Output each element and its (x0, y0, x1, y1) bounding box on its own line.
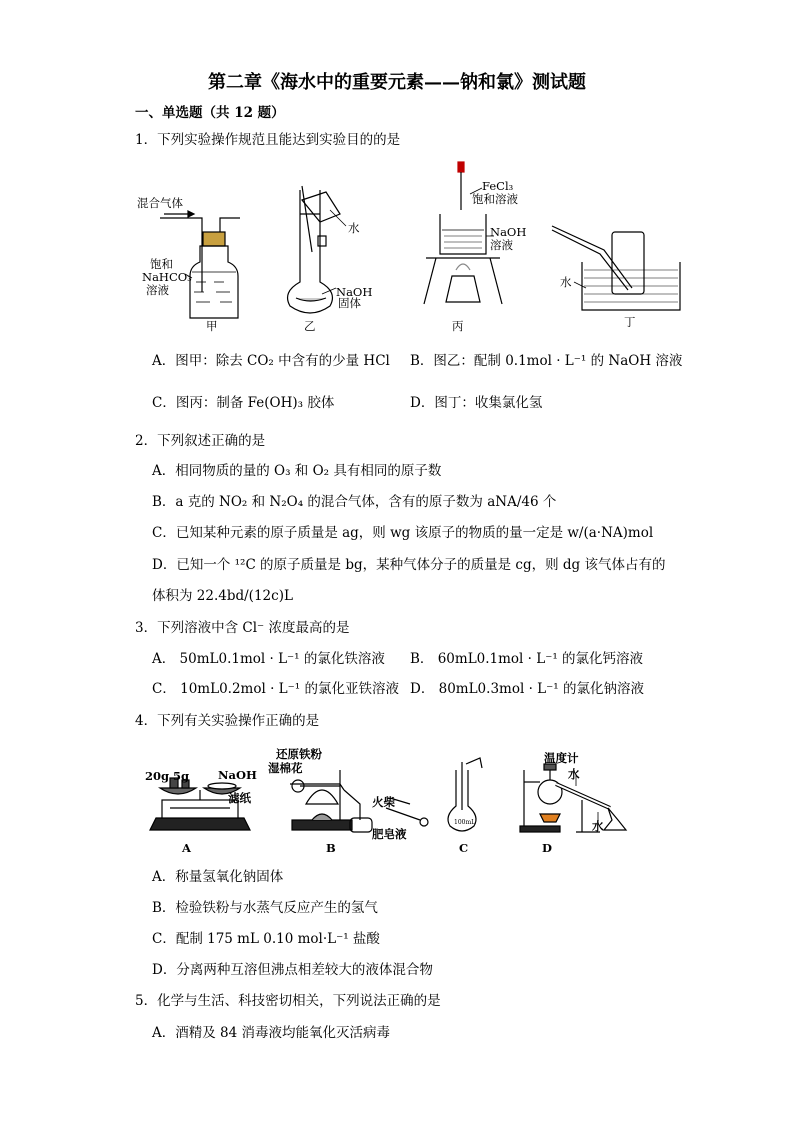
q2-option-a[interactable]: A．相同物质的量的 O₃ 和 O₂ 具有相同的原子数 (152, 463, 442, 479)
svg-text:A: A (182, 841, 191, 855)
svg-text:水: 水 (560, 275, 572, 289)
q3-option-b[interactable]: B． 60mL0.1mol · L⁻¹ 的氯化钙溶液 (410, 651, 644, 667)
svg-text:NaOH: NaOH (490, 225, 527, 239)
svg-text:C: C (459, 841, 469, 855)
svg-text:肥皂液: 肥皂液 (372, 827, 407, 841)
q5-option-a[interactable]: A．酒精及 84 消毒液均能氧化灭活病毒 (152, 1025, 391, 1041)
svg-text:B: B (326, 841, 336, 855)
svg-text:NaOH: NaOH (336, 285, 373, 299)
q4-option-b[interactable]: B．检验铁粉与水蒸气反应产生的氢气 (152, 900, 378, 916)
q1-option-c[interactable]: C．图丙：制备 Fe(OH)₃ 胶体 (152, 395, 335, 411)
q4-option-d[interactable]: D．分离两种互溶但沸点相差较大的液体混合物 (152, 962, 433, 978)
q2-stem: 2．下列叙述正确的是 (135, 433, 266, 449)
svg-text:溶液: 溶液 (490, 238, 513, 252)
svg-text:水: 水 (348, 221, 360, 235)
svg-text:还原铁粉: 还原铁粉 (276, 747, 322, 761)
q4-stem: 4．下列有关实验操作正确的是 (135, 713, 320, 729)
svg-text:丁: 丁 (624, 315, 636, 329)
svg-text:温度计: 温度计 (544, 751, 579, 765)
q3-stem: 3．下列溶液中含 Cl⁻ 浓度最高的是 (135, 620, 350, 636)
q3-option-c[interactable]: C． 10mL0.2mol · L⁻¹ 的氯化亚铁溶液 (152, 681, 399, 697)
svg-text:水: 水 (592, 819, 604, 833)
q4-option-c[interactable]: C．配制 175 mL 0.10 mol·L⁻¹ 盐酸 (152, 931, 380, 947)
svg-text:100mL: 100mL (454, 819, 476, 826)
q3-option-a[interactable]: A． 50mL0.1mol · L⁻¹ 的氯化铁溶液 (152, 651, 385, 667)
svg-text:固体: 固体 (338, 296, 361, 310)
q5-stem: 5．化学与生活、科技密切相关，下列说法正确的是 (135, 993, 441, 1009)
svg-text:滤纸: 滤纸 (228, 791, 251, 805)
page-title: 第二章《海水中的重要元素——钠和氯》测试题 (208, 72, 586, 93)
svg-text:湿棉花: 湿棉花 (268, 761, 303, 775)
svg-text:D: D (542, 841, 552, 855)
q1-option-d[interactable]: D．图丁：收集氯化氢 (410, 395, 543, 411)
svg-text:混合气体: 混合气体 (137, 196, 183, 210)
svg-text:NaHCO₃: NaHCO₃ (142, 270, 192, 284)
q1-option-b[interactable]: B．图乙：配制 0.1mol · L⁻¹ 的 NaOH 溶液 (410, 353, 683, 369)
q2-option-d[interactable]: D．已知一个 ¹²C 的原子质量是 bg，某种气体分子的质量是 cg，则 dg 该气体占有的 (152, 557, 666, 573)
q1-option-a[interactable]: A．图甲：除去 CO₂ 中含有的少量 HCl (152, 353, 390, 369)
q1-stem: 1．下列实验操作规范且能达到实验目的的是 (135, 132, 401, 148)
svg-text:FeCl₃: FeCl₃ (482, 179, 514, 193)
svg-text:NaOH: NaOH (218, 768, 257, 782)
section-heading: 一、单选题（共 12 题） (135, 105, 285, 121)
svg-text:饱和溶液: 饱和溶液 (472, 192, 518, 206)
svg-text:丙: 丙 (452, 319, 464, 333)
q3-option-d[interactable]: D． 80mL0.3mol · L⁻¹ 的氯化钠溶液 (410, 681, 644, 697)
steam-apparatus (290, 770, 428, 832)
svg-text:乙: 乙 (304, 319, 316, 333)
svg-text:20g 5g: 20g 5g (145, 769, 190, 783)
q4-option-a[interactable]: A．称量氢氧化钠固体 (152, 869, 284, 885)
q2-option-c[interactable]: C．已知某种元素的原子质量是 ag，则 wg 该原子的物质的量一定是 w/(a·NA)mol (152, 525, 654, 541)
svg-text:甲: 甲 (206, 319, 218, 333)
svg-text:饱和: 饱和 (150, 257, 173, 271)
svg-text:水: 水 (568, 767, 580, 781)
q2-option-d-cont: 体积为 22.4bd/(12c)L (152, 588, 293, 604)
svg-text:溶液: 溶液 (146, 283, 169, 297)
q2-option-b[interactable]: B．a 克的 NO₂ 和 N₂O₄ 的混合气体，含有的原子数为 aNA/46 个 (152, 494, 557, 510)
svg-text:火柴: 火柴 (372, 795, 395, 809)
